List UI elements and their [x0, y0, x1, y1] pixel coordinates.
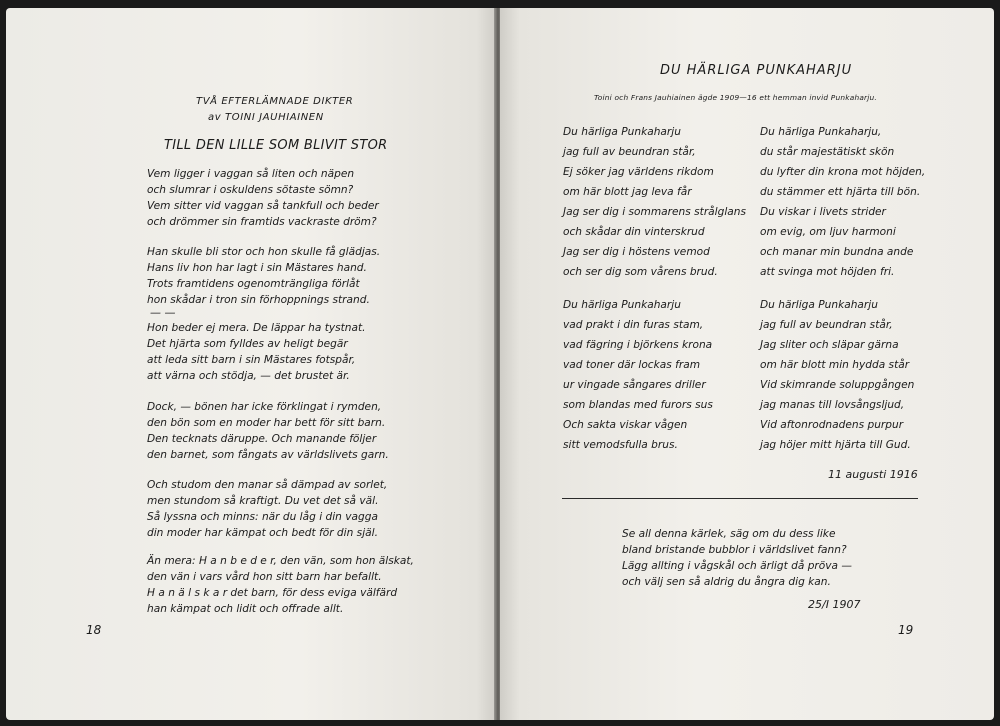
- poem-line: ur vingade sångares driller: [563, 379, 706, 391]
- poem-line: Du viskar i livets strider: [760, 206, 886, 218]
- poem-line: Du härliga Punkaharju: [760, 299, 878, 311]
- poem-line: Än mera: H a n b e d e r, den vän, som hon älskat,: [147, 555, 414, 567]
- horizontal-rule: [562, 498, 918, 499]
- poem-line: Du härliga Punkaharju,: [760, 126, 882, 138]
- poem-line: Han skulle bli stor och hon skulle få glädjas.: [147, 246, 381, 258]
- date-written: 25/I 1907: [808, 598, 861, 611]
- poem-line: om evig, om ljuv harmoni: [760, 226, 896, 238]
- poem-line: Och sakta viskar vågen: [563, 419, 688, 431]
- poem-line: jag manas till lovsångsljud,: [760, 399, 905, 411]
- poem-line: Det hjärta som fylldes av heligt begär: [147, 338, 348, 350]
- poem-line: Hans liv hon har lagt i sin Mästares hand.: [147, 262, 367, 274]
- poem-line: vad toner där lockas fram: [563, 359, 701, 371]
- poem-line: Vem sitter vid vaggan så tankfull och beder: [147, 200, 379, 212]
- poem-line: jag höjer mitt hjärta till Gud.: [760, 439, 911, 451]
- poem-line: jag full av beundran står,: [760, 319, 893, 331]
- poem-line: sitt vemodsfulla brus.: [563, 439, 678, 451]
- right-poem-title: DU HÄRLIGA PUNKAHARJU: [660, 63, 853, 78]
- left-poem-title: TILL DEN LILLE SOM BLIVIT STOR: [164, 138, 388, 153]
- stanza-line: Se all denna kärlek, säg om du dess like: [622, 528, 836, 540]
- page-number-left: 18: [86, 623, 102, 637]
- poem-line: H a n ä l s k a r det barn, för dess eviga välfärd: [147, 587, 398, 599]
- poem-line: att svinga mot höjden fri.: [760, 266, 895, 278]
- poem-line: Trots framtidens ogenomträngliga förlåt: [147, 278, 360, 290]
- poem-line: Ej söker jag världens rikdom: [563, 166, 714, 178]
- poem-line: Jag ser dig i höstens vemod: [563, 246, 710, 258]
- stanza-line: och välj sen så aldrig du ångra dig kan.: [622, 576, 831, 588]
- poem-line: om här blott jag leva får: [563, 186, 692, 198]
- poem-line: du lyfter din krona mot höjden,: [760, 166, 926, 178]
- poem-line: den vän i vars vård hon sitt barn har befallt.: [147, 571, 382, 583]
- poem-line: Du härliga Punkaharju: [563, 126, 681, 138]
- poem-line: den bön som en moder har bett för sitt barn.: [147, 417, 386, 429]
- stanza-line: bland bristande bubblor i världslivet fann?: [622, 544, 847, 556]
- poem-line: Vid skimrande soluppgången: [760, 379, 915, 391]
- poem-line: att leda sitt barn i sin Mästares fotspår,: [147, 354, 356, 366]
- poem-line: Vid aftonrodnadens purpur: [760, 419, 904, 431]
- poem-line: din moder har kämpat och bedt för din själ.: [147, 527, 378, 539]
- poem-line: hon skådar i tron sin förhoppnings strand.: [147, 294, 370, 306]
- poem-line: Du härliga Punkaharju: [563, 299, 681, 311]
- poem-line: och skådar din vinterskrud: [563, 226, 705, 238]
- poem-line: Så lyssna och minns: när du låg i din vagga: [147, 511, 378, 523]
- poem-line: Dock, — bönen har icke förklingat i rymden,: [147, 401, 382, 413]
- right-subtitle: Toini och Frans Jauhiainen ägde 1909—16 ett hemman invid Punkaharju.: [594, 93, 877, 102]
- poem-line: och drömmer sin framtids vackraste dröm?: [147, 216, 377, 228]
- stanza-separator: — —: [150, 306, 176, 319]
- poem-line: och slumrar i oskuldens sötaste sömn?: [147, 184, 354, 196]
- poem-line: han kämpat och lidit och offrade allt.: [147, 603, 344, 615]
- poem-line: Vem ligger i vaggan så liten och näpen: [147, 168, 355, 180]
- poem-line: Hon beder ej mera. De läppar ha tystnat.: [147, 322, 366, 334]
- poem-line: och manar min bundna ande: [760, 246, 914, 258]
- page-number-right: 19: [898, 623, 914, 637]
- poem-line: jag full av beundran står,: [563, 146, 696, 158]
- poem-line: och ser dig som vårens brud.: [563, 266, 718, 278]
- poem-line: Den tecknats däruppe. Och manande följer: [147, 433, 377, 445]
- poem-line: du stämmer ett hjärta till bön.: [760, 186, 921, 198]
- poem-line: men stundom så kraftigt. Du vet det så väl.: [147, 495, 379, 507]
- poem-line: om här blott min hydda står: [760, 359, 910, 371]
- left-heading: TVÅ EFTERLÄMNADE DIKTER: [196, 96, 354, 107]
- stanza-line: Lägg allting i vågskål och ärligt då pröva —: [622, 560, 852, 572]
- poem-line: Jag ser dig i sommarens strålglans: [563, 206, 747, 218]
- poem-line: Och studom den manar så dämpad av sorlet,: [147, 479, 388, 491]
- date-written: 11 augusti 1916: [828, 468, 918, 481]
- left-author: av TOINI JAUHIAINEN: [208, 112, 324, 123]
- poem-line: Jag sliter och släpar gärna: [760, 339, 899, 351]
- poem-line: du står majestätiskt skön: [760, 146, 895, 158]
- poem-line: den barnet, som fångats av världslivets garn.: [147, 449, 389, 461]
- poem-line: som blandas med furors sus: [563, 399, 713, 411]
- poem-line: vad prakt i din furas stam,: [563, 319, 704, 331]
- poem-line: vad fägring i björkens krona: [563, 339, 713, 351]
- poem-line: att värna och stödja, — det brustet är.: [147, 370, 350, 382]
